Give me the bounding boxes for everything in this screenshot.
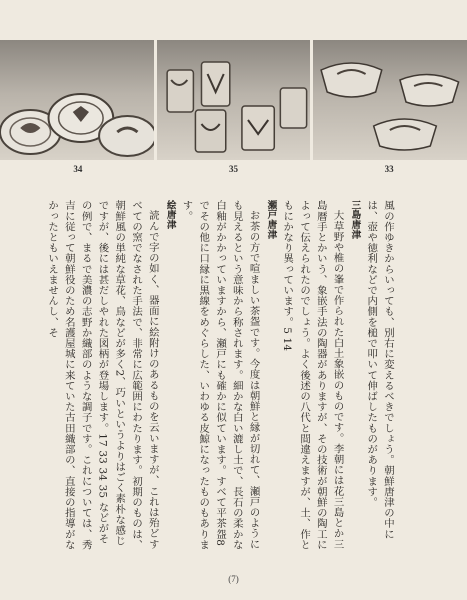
figure-captions: [0, 164, 467, 180]
cups-photo: [157, 40, 311, 160]
caption-35: 35: [229, 164, 238, 174]
paragraph-seto: お茶の方で喧ましい茶盌です。今度は朝鮮と縁が切れて、瀬戸のようにも見えるという意味から称されます。細かな白い漉し土で、長石の柔かな白釉がかかっていますから、瀬戸にも確かに似ています。すべて平茶盌8でその他に口縁に黒線をめぐらした、いわゆる皮鯨になったものもあります。: [180, 200, 260, 550]
figure-34-plates: [0, 40, 154, 160]
heading-seto-karatsu: 瀬戸唐津: [265, 200, 277, 240]
paragraph-mishima: 大草野や椎の峯で作られた白土象嵌のものです。李朝には花三島とか三島暦手とかいう、象嵌手法の陶器がありますが、その技術が朝鮮の陶工によって伝えられたのでしょう。よく後述の八代と間違えますが、土、作ともにかなり異っています。5 14: [281, 200, 344, 550]
figure-33-dishes: [313, 40, 467, 160]
paragraph-continued: 風の作ゆきからいっても、別右に変えるべきでしょう。朝鮮唐津の中には、壺や徳利などで内側を槌で叩いて伸ばしたものがあります。: [365, 200, 394, 540]
heading-e-karatsu: 絵唐津: [164, 200, 176, 230]
caption-33: 33: [384, 164, 394, 174]
dishes-photo: [313, 40, 467, 160]
page-number: (7): [228, 574, 239, 584]
heading-mishima-karatsu: 三島唐津: [349, 200, 361, 240]
figure-35-cups: [157, 40, 311, 160]
photo-strip: [0, 40, 467, 160]
vertical-body-text: [46, 200, 396, 550]
body-text-area: [46, 200, 396, 550]
paragraph-e-karatsu: 読んで字の如く、器面に絵附けのあるものを云いますが、これは殆どすべての窯でなされた手法で、非常に広範囲にわたります。初期のものは、朝鮮風の単純な草花、鳥などが多く2、巧いというよりはごく素朴な感じですが、後には甚だしやれた図柄が登場します。17 33 34 35 などがその例で、まるで美濃の志野か織部のような調子です。これについては、秀吉に従って朝鮮役のため名護屋城に来ていた古田織部の、直接の指導がなかったともいえませんし、そ: [46, 200, 159, 550]
caption-34: 34: [73, 164, 83, 174]
plates-photo: [0, 40, 154, 160]
